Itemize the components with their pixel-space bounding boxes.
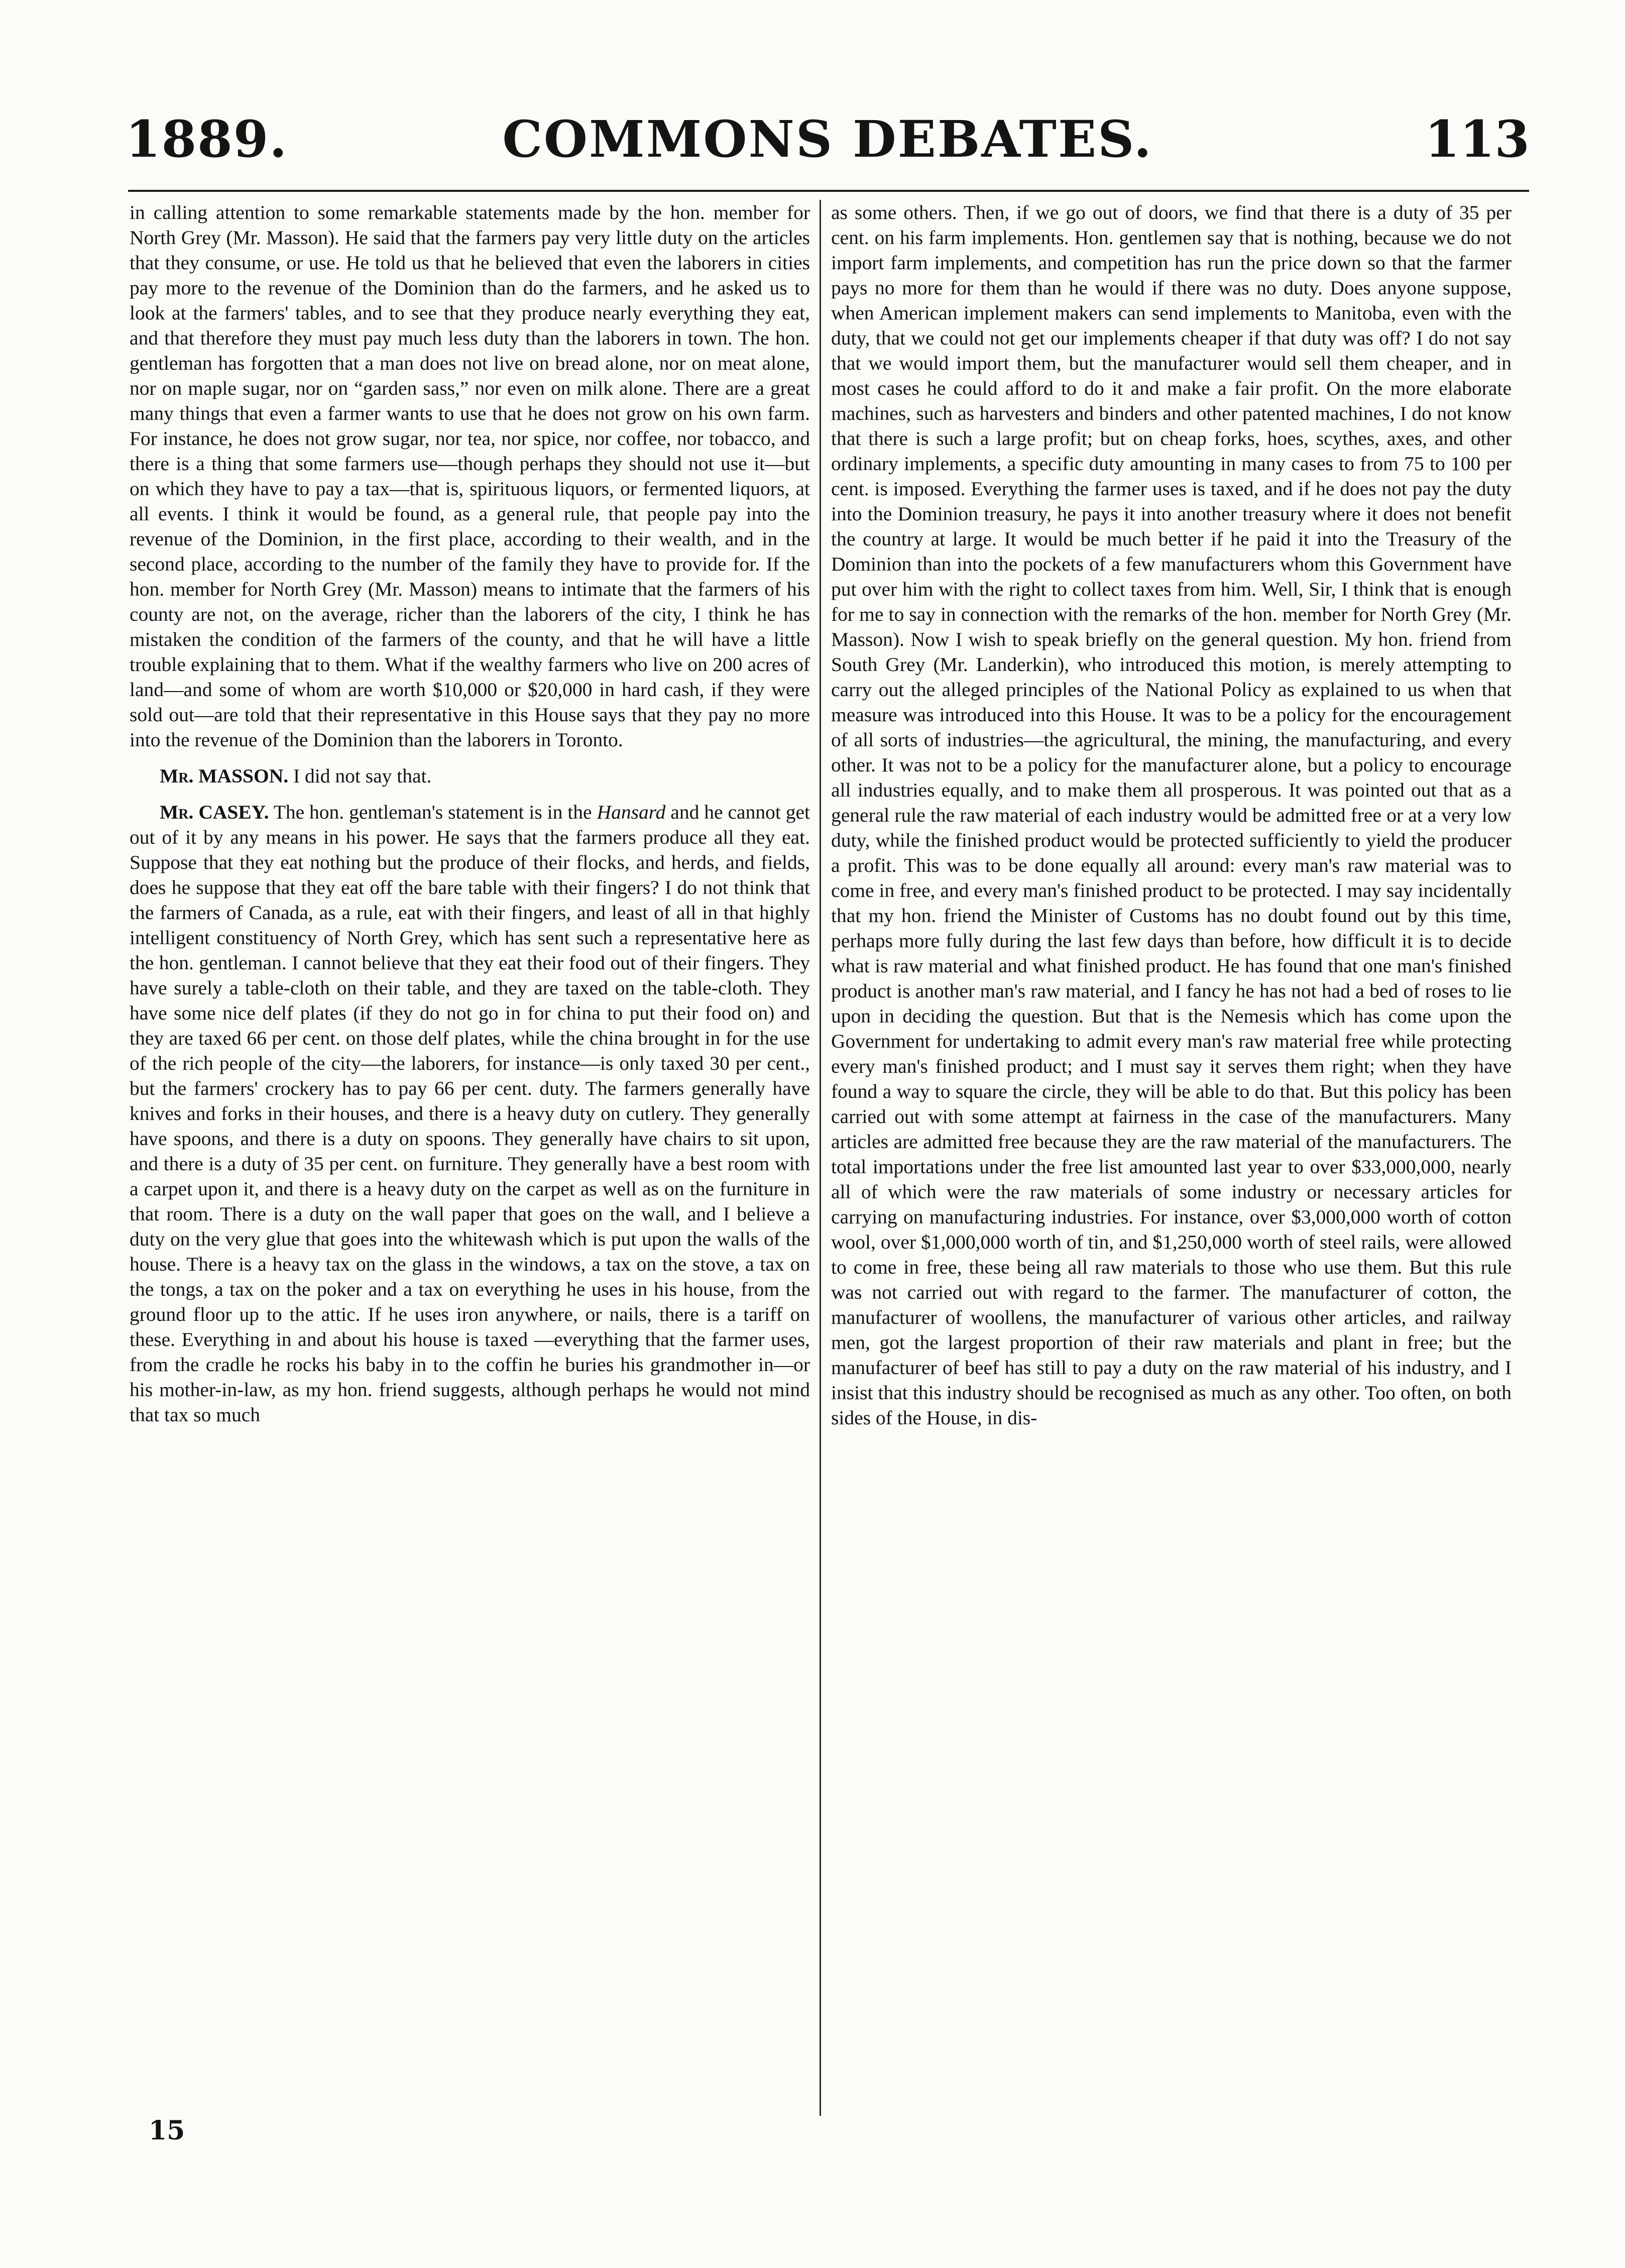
speech-text: The hon. gentleman's statement is in the <box>273 801 597 823</box>
speech-text: and he cannot get out of it by any means in his power. He says that the farmers produce all they eat. Suppose that they eat nothing but the produce of their flocks, and herds, and fields, does he suppose that they eat off the bare table with their fingers? I do not think that the farmers of Canada, as a rule, eat with their fingers, and least of all in that highly intelligent constituency of North Grey, which has sent such a representative here as the hon. gentleman. I cannot believe that they eat their food out of their fingers. They have surely a table-cloth on their table, and they are taxed on the table-cloth. They have some nice delf plates (if they do not go in for china to put their food on) and they are taxed 66 per cent. on those delf plates, while the china brought in for the use of the rich people of the city—the laborers, for instance—is only taxed 30 per cent., but the farmers' crockery has to pay 66 per cent. duty. The farmers generally have knives and forks in their houses, and there is a heavy duty on cutlery. They generally have spoons, and there is a duty on spoons. They generally have chairs to sit upon, and there is a duty of 35 per cent. on furniture. They generally have a best room with a carpet upon it, and there is a heavy duty on the carpet as well as on the furniture in that room. There is a duty on the wall paper that goes on the wall, and I believe a duty on the very glue that goes into the whitewash which is put upon the walls of the house. There is a heavy tax on the glass in the windows, a tax on the stove, a tax on the tongs, a tax on the poker and a tax on everything he uses in his house, from the ground floor up to the attic. If he uses iron anywhere, or nails, there is a tariff on these. Everything in and about his house is taxed —everything that the farmer uses, from the cradle he rocks his baby in to the coffin he buries his grandmother in—or his mother-in-law, as my hon. friend suggests, although perhaps he would not mind that tax so much <box>130 801 810 1426</box>
casey-speech <box>130 800 810 1427</box>
speaker-name: Mr. CASEY. <box>160 801 269 823</box>
left-paragraph-1: in calling attention to some remarkable statements made by the hon. member for North Grey (Mr. Masson). He said that the farmers pay very little duty on the articles that they consume, or use. He told us that he believed that even the laborers in cities pay more to the revenue of the Dominion than do the farmers, and he asked us to look at the farmers' tables, and to see that they produce nearly everything they eat, and that therefore they must pay much less duty than the laborers in town. The hon. gentleman has forgotten that a man does not live on bread alone, nor on meat alone, nor on maple sugar, nor on “garden sass,” nor even on milk alone. There are a great many things that even a farmer wants to use that he does not grow on his own farm. For instance, he does not grow sugar, nor tea, nor spice, nor coffee, nor tobacco, and there is a thing that some farmers use—though perhaps they should not use it—but on which they have to pay a tax—that is, spirituous liquors, or fermented liquors, at all events. I think it would be found, as a general rule, that people pay into the revenue of the Dominion, in the first place, according to their wealth, and in the second place, according to the number of the family they have to provide for. If the hon. member for North Grey (Mr. Masson) means to intimate that the farmers of his county are not, on the average, richer than the laborers of the city, I think he has mistaken the condition of the farmers of the county, and that he will have a little trouble explaining that to them. What if the wealthy farmers who live on 200 acres of land—and some of whom are worth $10,000 or $20,000 in hard cash, if they were sold out—are told that their representative in this House says that they pay no more into the revenue of the Dominion than the laborers in Toronto. <box>130 201 810 751</box>
header-page-number: 113 <box>1425 109 1530 169</box>
column-divider <box>820 200 821 2116</box>
right-paragraph-1: as some others. Then, if we go out of doors, we find that there is a duty of 35 per cent. on his farm implements. Hon. gentlemen say that is nothing, because we do not import farm implements, and competition has run the price down so that the farmer pays no more for them than he would if there was no duty. Does anyone suppose, when American implement makers can send implements to Manitoba, even with the duty, that we could not get our implements cheaper if that duty was off? I do not say that we would import them, but the manufacturer would sell them cheaper, and in most cases he could afford to do it and make a fair profit. On the more elaborate machines, such as harvesters and binders and other patented machines, I do not know that there is such a large profit; but on cheap forks, hoes, scythes, axes, and other ordinary implements, a specific duty amounting in many cases to from 75 to 100 per cent. is imposed. Everything the farmer uses is taxed, and if he does not pay the duty into the Dominion treasury, he pays it into another treasury where it does not benefit the country at large. It would be much better if he paid it into the Treasury of the Dominion than into the pockets of a few manufacturers whom this Government have put over him with the right to collect taxes from him. Well, Sir, I think that is enough for me to say in connection with the remarks of the hon. member for North Grey (Mr. Masson). Now I wish to speak briefly on the general question. My hon. friend from South Grey (Mr. Landerkin), who introduced this motion, is merely attempting to carry out the alleged principles of the National Policy as explained to us when that measure was introduced into this House. It was to be a policy for the encouragement of all sorts of industries—the agricultural, the mining, the manufacturing, and every other. It was not to be a policy for the manufacturer alone, but a policy to encourage all industries equally, and to make them all prosperous. It was pointed out that as a general rule the raw material of each industry would be admitted free or at a very low duty, while the finished product would be protected sufficiently to yield the producer a profit. This was to be done equally all around: every man's raw material was to come in free, and every man's finished product to be protected. I may say incidentally that my hon. friend the Minister of Customs has no doubt found out by this time, perhaps more fully during the last few days than before, how difficult it is to decide what is raw material and what finished product. He has found that one man's finished product is another man's raw material, and I fancy he has not had a bed of roses to lie upon in deciding the question. But that is the Nemesis which has come upon the Government for undertaking to admit every man's raw material free while protecting every man's finished product; and I must say it serves them right; when they have found a way to square the circle, they will be able to do that. But this policy has been carried out with some attempt at fairness in the case of the manufacturers. Many articles are admitted free because they are the raw material of the manufacturers. The total importations under the free list amounted last year to over $33,000,000, nearly all of which were the raw materials of some industry or necessary articles for carrying on manufacturing industries. For instance, over $3,000,000 worth of cotton wool, over $1,000,000 worth of tin, and $1,250,000 worth of steel rails, were allowed to come in free, these being all raw materials to those who use them. But this rule was not carried out with regard to the farmer. The manufacturer of cotton, the manufacturer of woollens, the manufacturer of various other articles, and railway men, got the largest proportion of their raw materials and plant in free; but the manufacturer of beef has still to pay a duty on the raw material of his industry, and I insist that this industry should be recognised as much as any other. Too often, on both sides of the House, in dis- <box>831 201 1512 1429</box>
left-column <box>130 200 810 1427</box>
header-year: 1889. <box>126 109 288 169</box>
header-rule <box>128 190 1529 192</box>
page-header <box>126 109 1530 185</box>
speech-text: I did not say that. <box>293 765 432 787</box>
header-title: COMMONS DEBATES. <box>502 109 1153 169</box>
masson-remark <box>130 763 810 788</box>
hansard-reference: Hansard <box>597 801 666 823</box>
signature-mark: 15 <box>149 2115 185 2146</box>
speaker-name: Mr. MASSON. <box>160 765 289 787</box>
right-column <box>831 200 1512 1430</box>
